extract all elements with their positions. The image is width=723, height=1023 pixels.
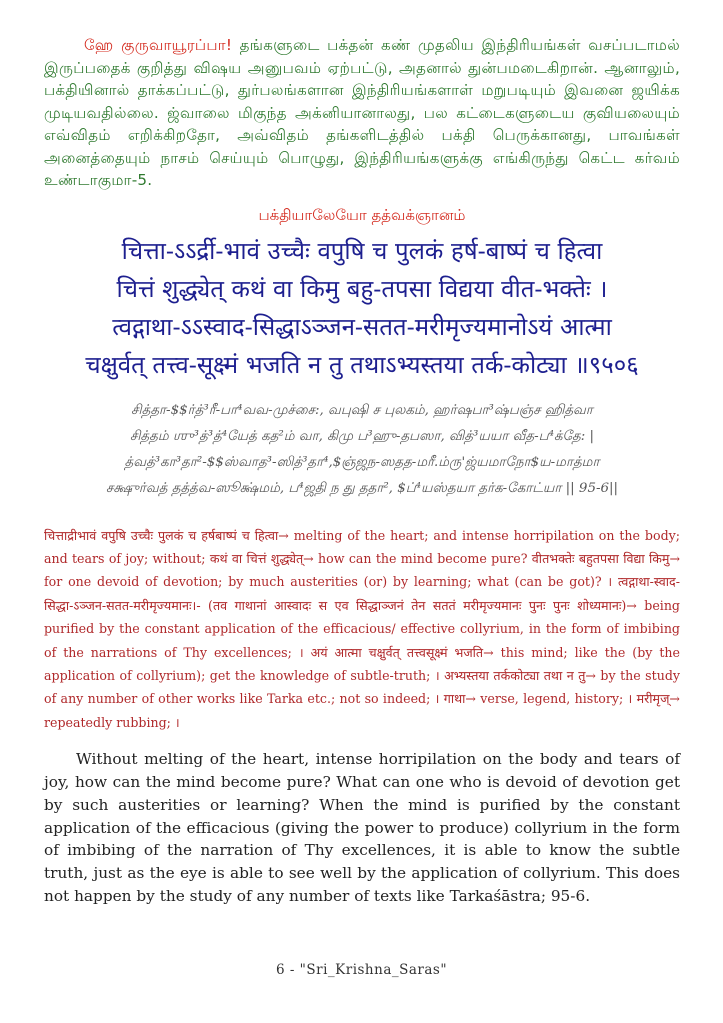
verse-line-3: त्वद्गाथा-ऽऽस्वाद-सिद्धाऽञ्जन-सतत-मरीमृज्यमानोऽयं आत्मा [112, 312, 612, 341]
verse-line-4: चक्षुर्वत् तत्त्व-सूक्ष्मं भजति न तु तथाऽभ्यस्तया तर्क-कोट्या ॥९५०६ [85, 350, 639, 379]
section-title: பக்தியாலேயோ தத்வக்ஞானம் [258, 205, 466, 224]
page-content [44, 34, 680, 908]
sanskrit-verse [44, 232, 680, 384]
intro-body: தங்களுடை பக்தன் கண் முதலிய இந்திரியங்கள் வசப்படாமல் இருப்பதைக் குறித்து விஷய அனுபவம் ஏற்பட்டு, அதனால் துன்பமடைகிறான். ஆனாலும், பக்தியினால் தாக்கப்பட்டு, துர்பலங்களான இந்திரியங்களாள் மறுபடியும் இவனை ஜயிக்க முடியவதில்லை. ஜ்வாலை மிகுந்த அக்னியானாலது, பல கட்டைகளுடைய குவியலையும் எவ்விதம் எறிக்கிறதோ, அவ்விதம் தங்களிடத்தில் பக்தி பெருக்கானது, பாவங்கள் அனைத்தையும் நாசம் செய்யும் பொழுது, இந்திரியங்களுக்கு எங்கிருந்து கெட்ட கர்வம் உண்டாகுமா-5. [44, 36, 681, 189]
page-footer: 6 - "Sri_Krishna_Saras" [275, 962, 448, 978]
translit-line-4: சக்ஷுர்வத் தத்த்வ-ஸூக்ஷ்மம், ப⁴ஜதி ந து ததா², $ப்⁴யஸ்தயா தர்க-கோட்யா || 95-6|| [105, 480, 619, 496]
verse-line-2: चित्तं शुद्ध्येत् कथं वा किमु बहु-तपसा विद्यया वीत-भक्तेः । [116, 274, 608, 303]
tamil-transliteration [44, 398, 680, 502]
tamil-intro-paragraph [44, 34, 680, 192]
translit-line-1: சித்தா-$$ர்த்³ரீ-பா⁴வவ-முச்சை:, வபுஷி ச புலகம், ஹர்ஷபா³ஷ்பஞ்ச ஹித்வா [131, 402, 593, 418]
verse-line-1: चित्ता-ऽऽर्द्री-भावं उच्चैः वपुषि च पुलकं हर्ष-बाष्पं च हित्वा [121, 236, 603, 265]
translit-line-2: சித்தம் ஶு³த்³த்⁴யேத் கத²ம் வா, கிமு ப³ஹு-தபஸா, வித்³யயா வீத-ப⁴க்தே: | [129, 428, 595, 444]
word-meanings: चित्ताद्रीभावं वपुषि उच्चैः पुलकं च हर्षबाष्पं च हित्वा→ melting of the heart; and intense horripilation on the body; and tears of joy; without; कथं वा चित्तं शुद्ध्येत्→ how can the mind become pure? वीतभक्तेः बहुतपसा विद्या किमु→ for one devoid of devotion; by much austerities (or) by learning; what (can be got)? । त्वद्गाथा-स्वाद-सिद्धा-ऽञ्जन-सतत-मरीमृज्यमानः।- (तव गाथानां आस्वादः स एव सिद्धाञ्जनं तेन सततं मरीमृज्यमानः पुनः पुनः शोध्यमानः)→ being purified by the constant application of the efficacious/ effective collyrium, in the form of imbibing of the narrations of Thy excellences; । अयं आत्मा चक्षुर्वत् तत्त्वसूक्ष्मं भजति→ this mind; like the (by the application of collyrium); get the knowledge of subtle-truth; । अभ्यस्तया तर्ककोट्या तथा न तु→ by the study of any number of other works like Tarka etc.; not so indeed; । गाथा→ verse, legend, history; । मरीमृज्→ repeatedly rubbing; । [44, 527, 680, 730]
intro-exclamation: ஹே குருவாயூரப்பா! [84, 36, 233, 54]
english-translation: Without melting of the heart, intense horripilation on the body and tears of joy, how can the mind become pure? What can one who is devoid of devotion get by such austerities or learning? When the mind is purified by the constant application of the efficacious (giving the power to produce) collyrium in the form of imbibing of the narration of Thy excellences, it is able to know the subtle truth, just as the eye is able to see well by the application of collyrium. This does not happen by the study of any number of texts like Tarkaśāstra; 95-6. [44, 750, 680, 905]
translit-line-3: த்வத்³கா³தா²-$$ஸ்வாத³-ஸித்³தா⁴,$ஞ்ஜந-ஸதத-மரீ.ம்ரு'ஜ்யமாநோ$ய-மாத்மா [124, 454, 600, 470]
